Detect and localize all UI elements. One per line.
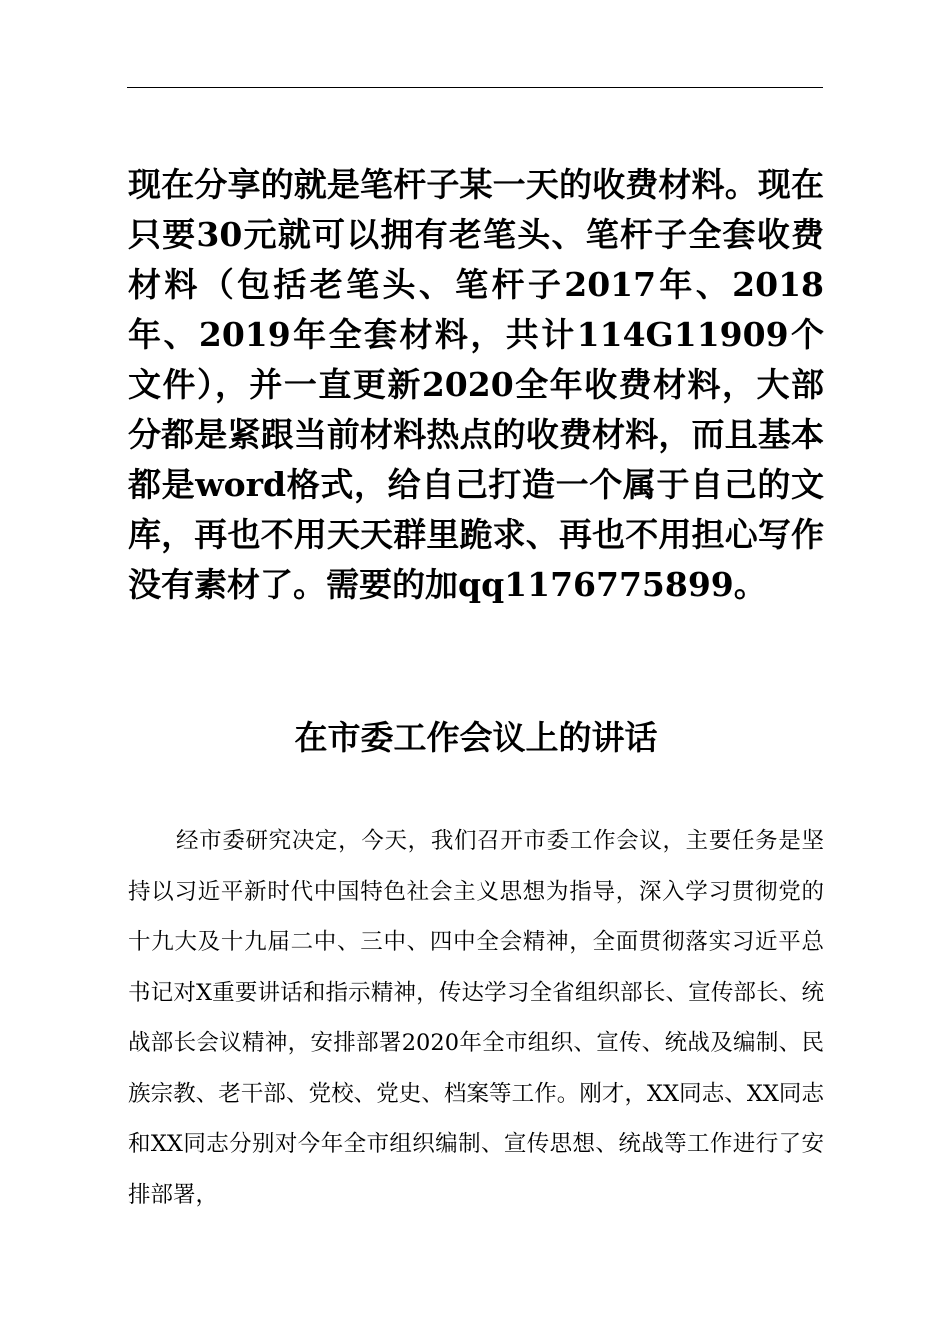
body-paragraph: 经市委研究决定，今天，我们召开市委工作会议，主要任务是坚持以习近平新时代中国特色社会主义思想为指导，深入学习贯彻党的十九大及十九届二中、三中、四中全会精神，全面贯彻落实习近平总书记对X重要讲话和指示精神，传达学习全省组织部长、宣传部长、统战部长会议精神，安排部署2020年全市组织、宣传、统战及编制、民族宗教、老干部、党校、党史、档案等工作。刚才，XX同志、XX同志和XX同志分别对今年全市组织编制、宣传思想、统战等工作进行了安排部署， — [128, 828, 824, 1208]
intro-paragraph: 现在分享的就是笔杆子某一天的收费材料。现在只要30元就可以拥有老笔头、笔杆子全套收费材料（包括老笔头、笔杆子2017年、2018年、2019年全套材料，共计114G11909个文件），并一直更新2020全年收费材料，大部分都是紧跟当前材料热点的收费材料，而且基本都是word格式，给自己打造一个属于自己的文库，再也不用天天群里跪求、再也不用担心写作没有素材了。需要的加qq1176775899。 — [128, 165, 824, 604]
document-title: 在市委工作会议上的讲话 — [294, 718, 658, 757]
header-divider — [127, 87, 823, 88]
